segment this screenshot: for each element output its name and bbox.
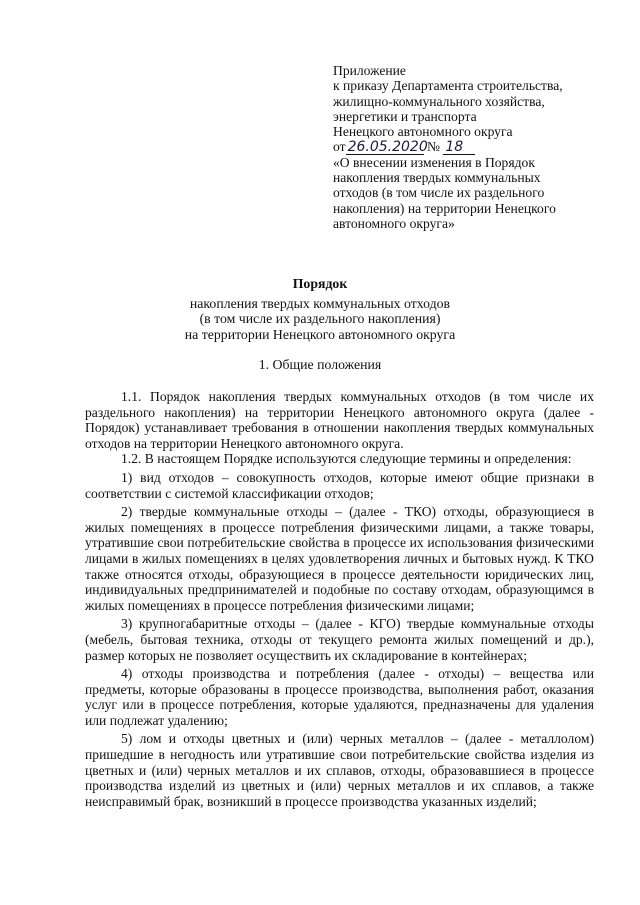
title-subline: (в том числе их раздельного накопления): [199, 311, 441, 327]
handwritten-date: 26.05.2020: [347, 139, 428, 156]
section-heading: 1. Общие положения: [258, 357, 382, 372]
appendix-line: энергетики и транспорта: [333, 108, 477, 124]
title-main: Порядок: [292, 276, 348, 291]
paragraph: 3) крупногабаритные отходы – (далее - КГО) твердые коммунальные отходы (мебель, бытовая техника, отходы от текущего ремонта жилых помещений и др.), размер которых не позволяет осуществить их складирование в контейнерах;: [85, 616, 594, 663]
number-prefix: №: [426, 139, 440, 155]
subject-line: накопления) на территории Ненецкого: [333, 200, 556, 216]
appendix-line: жилищно-коммунального хозяйства,: [333, 93, 545, 109]
paragraph: 1) вид отходов – совокупность отходов, которые имеют общие признаки в соответствии с системой классификации отходов;: [85, 469, 594, 501]
order-date-number-line: [333, 139, 633, 154]
subject-line: автономного округа»: [333, 215, 455, 231]
appendix-line: Ненецкого автономного округа: [333, 124, 513, 140]
document-title: [0, 276, 640, 342]
date-prefix: от: [333, 139, 346, 155]
paragraph: 2) твердые коммунальные отходы – (далее - ТКО) отходы, образующиеся в жилых помещениях в процессе потребления физическими лицами, а также товары, утратившие свои потребительские свойства в процессе их использования физическими лицами в жилых помещениях в целях удовлетворения личных и бытовых нужд. К ТКО также относятся отходы, образующиеся в процессе деятельности юридических лиц, индивидуальных предпринимателей и подобные по составу отходам, образующимся в жилых помещениях в процессе потребления физическими лицами;: [85, 504, 594, 613]
paragraph: 4) отходы производства и потребления (далее - отходы) – вещества или предметы, которые образованы в процессе производства, выполнения работ, оказания услуг или в процессе потребления, которые удаляются, предназначены для удаления или подлежат удалению;: [85, 666, 594, 728]
appendix-block: [333, 63, 633, 231]
appendix-line: Приложение: [333, 63, 406, 78]
handwritten-number: 18: [443, 141, 475, 155]
title-subline: накопления твердых коммунальных отходов: [189, 295, 451, 311]
paragraph: 5) лом и отходы цветных и (или) черных металлов – (далее - металлолом) пришедшие в негодность или утратившие свои потребительские свойства изделия из цветных и (или) черных металлов и их сплавов, отходы, образовавшиеся в процессе производства изделий из цветных и (или) черных металлов и их сплавов, а также неисправимый брак, возникший в процессе производства указанных изделий;: [85, 731, 594, 809]
subject-line: накопления твердых коммунальных: [333, 170, 541, 186]
document-body: [85, 389, 594, 809]
paragraph: 1.1. Порядок накопления твердых коммунальных отходов (в том числе их раздельного накопления) на территории Ненецкого автономного округа (далее - Порядок) устанавливает требования в отношении накопления твердых коммунальных отходов на территории Ненецкого автономного округа.: [85, 389, 594, 451]
subject-line: отходов (в том числе их раздельного: [333, 185, 545, 201]
paragraph: 1.2. В настоящем Порядке используются следующие термины и определения:: [121, 451, 572, 467]
title-subline: на территории Ненецкого автономного округа: [184, 326, 456, 342]
subject-line: «О внесении изменения в Порядок: [333, 154, 535, 170]
appendix-line: к приказу Департамента строительства,: [333, 78, 563, 94]
